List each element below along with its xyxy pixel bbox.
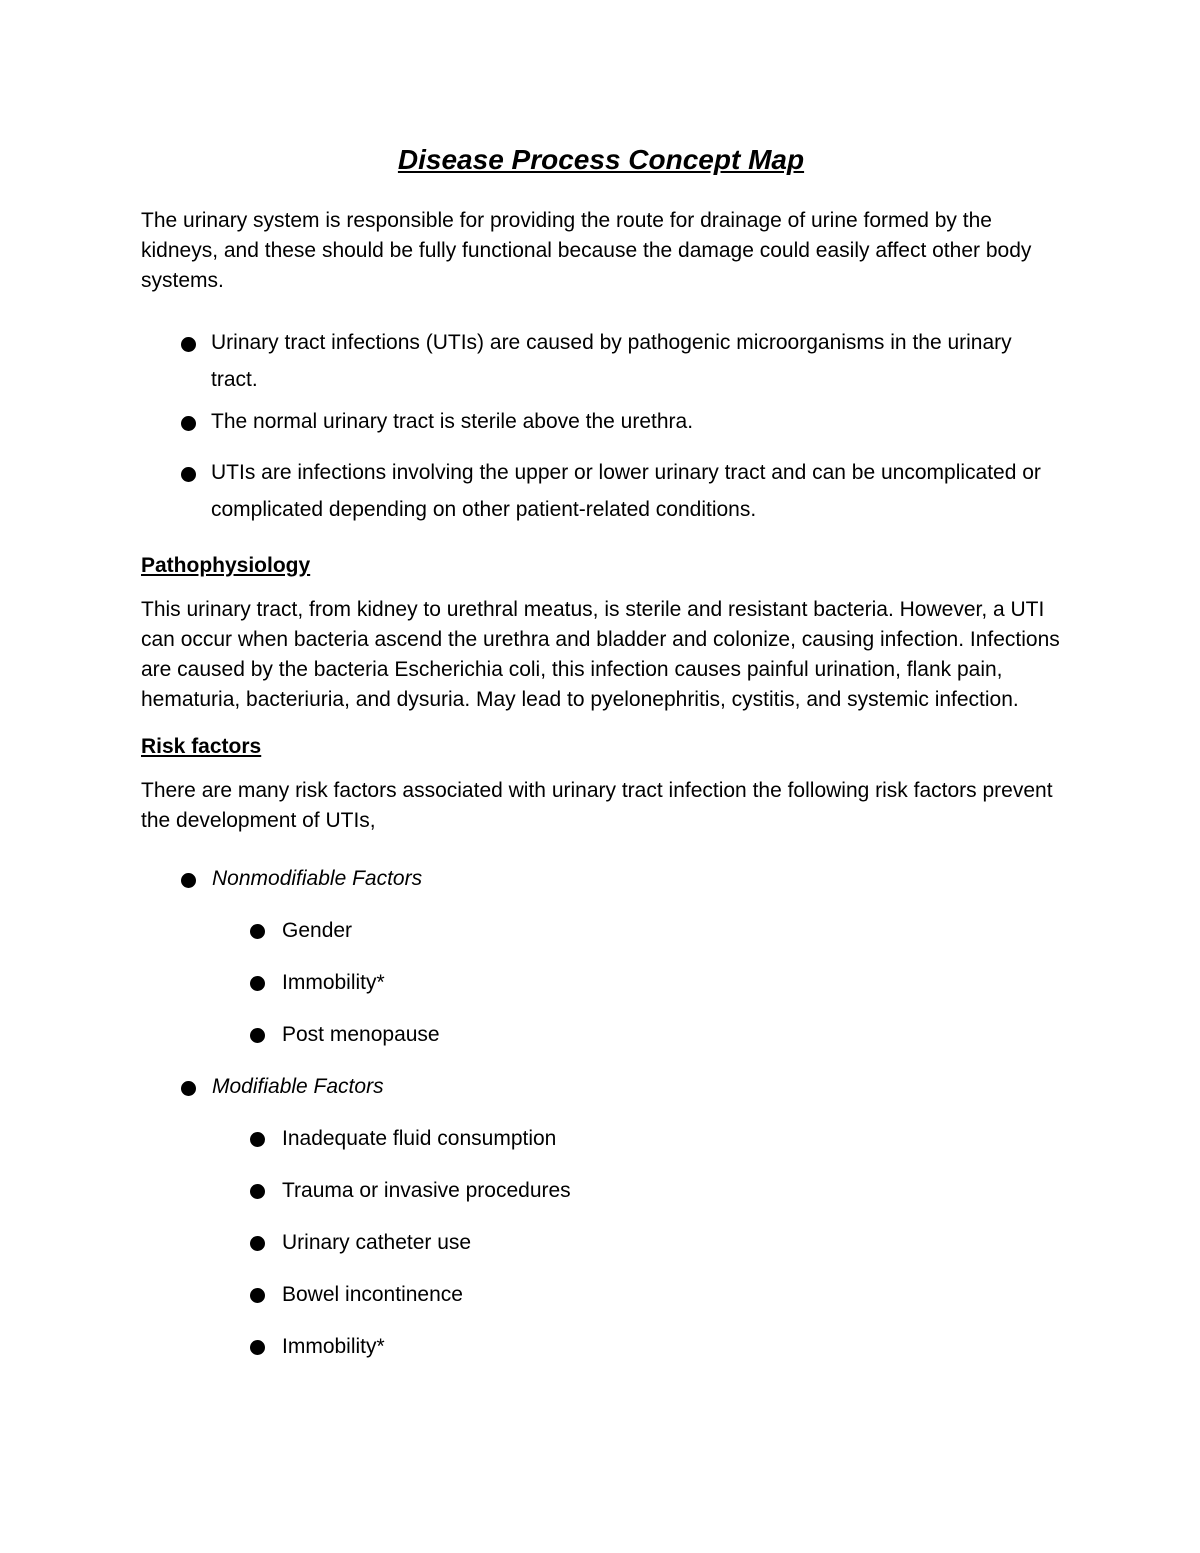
bullet-icon: [250, 1132, 265, 1147]
list-item: [141, 968, 1061, 998]
nonmodifiable-sublist-wrapper: [141, 916, 1061, 1050]
list-item: [141, 1124, 1061, 1154]
risk-factors-list: [141, 864, 1061, 1362]
risk-factors-heading: Risk factors: [141, 735, 262, 758]
modifiable-sublist-wrapper: [141, 1124, 1061, 1362]
risk-factors-paragraph: There are many risk factors associated with urinary tract infection the following risk factors prevent the development of UTIs,: [141, 779, 1053, 832]
modifiable-factors-item: [141, 1072, 1061, 1102]
document-page: [141, 140, 1061, 1384]
list-item: [141, 916, 1061, 946]
risk-factor-text: Immobility*: [282, 1335, 385, 1358]
bullet-icon: [181, 467, 196, 482]
list-item: [141, 1332, 1061, 1362]
bullet-icon: [181, 873, 196, 888]
intro-paragraph: The urinary system is responsible for providing the route for drainage of urine formed by the kidneys, and these should be fully functional because the damage could easily affect other body systems.: [141, 209, 1032, 292]
list-item: [141, 1020, 1061, 1050]
pathophysiology-paragraph: This urinary tract, from kidney to urethral meatus, is sterile and resistant bacteria. However, a UTI can occur when bacteria ascend the urethra and bladder and colonize, causing infection. Infections are caused by the bacteria Escherichia coli, this infection causes painful urination, flank pain, hematuria, bacteriuria, and dysuria. May lead to pyelonephritis, cystitis, and systemic infection.: [141, 598, 1060, 711]
bullet-text: The normal urinary tract is sterile above the urethra.: [211, 410, 694, 433]
list-item: [141, 1280, 1061, 1310]
list-item: [141, 324, 1061, 398]
list-item: [141, 403, 1061, 440]
modifiable-sublist: [141, 1124, 1061, 1362]
intro-bullet-list: [141, 324, 1061, 528]
risk-factor-text: Post menopause: [282, 1023, 440, 1046]
list-item: [141, 1176, 1061, 1206]
bullet-icon: [250, 1288, 265, 1303]
bullet-icon: [250, 1028, 265, 1043]
bullet-icon: [250, 924, 265, 939]
bullet-icon: [250, 1184, 265, 1199]
group-label: Nonmodifiable Factors: [212, 867, 423, 890]
bullet-text: UTIs are infections involving the upper or lower urinary tract and can be uncomplicated or complicated depending on other patient-related conditions.: [211, 461, 1041, 521]
risk-factor-text: Inadequate fluid consumption: [282, 1127, 557, 1150]
risk-factor-text: Immobility*: [282, 971, 385, 994]
bullet-icon: [250, 1236, 265, 1251]
list-item: [141, 454, 1061, 528]
bullet-icon: [181, 337, 196, 352]
pathophysiology-heading: Pathophysiology: [141, 554, 311, 577]
nonmodifiable-sublist: [141, 916, 1061, 1050]
nonmodifiable-factors-item: [141, 864, 1061, 894]
risk-factor-text: Trauma or invasive procedures: [282, 1179, 571, 1202]
list-item: [141, 1228, 1061, 1258]
bullet-icon: [250, 976, 265, 991]
bullet-icon: [181, 416, 196, 431]
bullet-icon: [250, 1340, 265, 1355]
bullet-icon: [181, 1081, 196, 1096]
risk-factor-text: Bowel incontinence: [282, 1283, 463, 1306]
bullet-text: Urinary tract infections (UTIs) are caused by pathogenic microorganisms in the urinary tract.: [211, 331, 1012, 391]
group-label: Modifiable Factors: [212, 1075, 384, 1098]
document-title: Disease Process Concept Map: [397, 144, 805, 175]
risk-factor-text: Urinary catheter use: [282, 1231, 472, 1254]
risk-factor-text: Gender: [282, 919, 353, 942]
